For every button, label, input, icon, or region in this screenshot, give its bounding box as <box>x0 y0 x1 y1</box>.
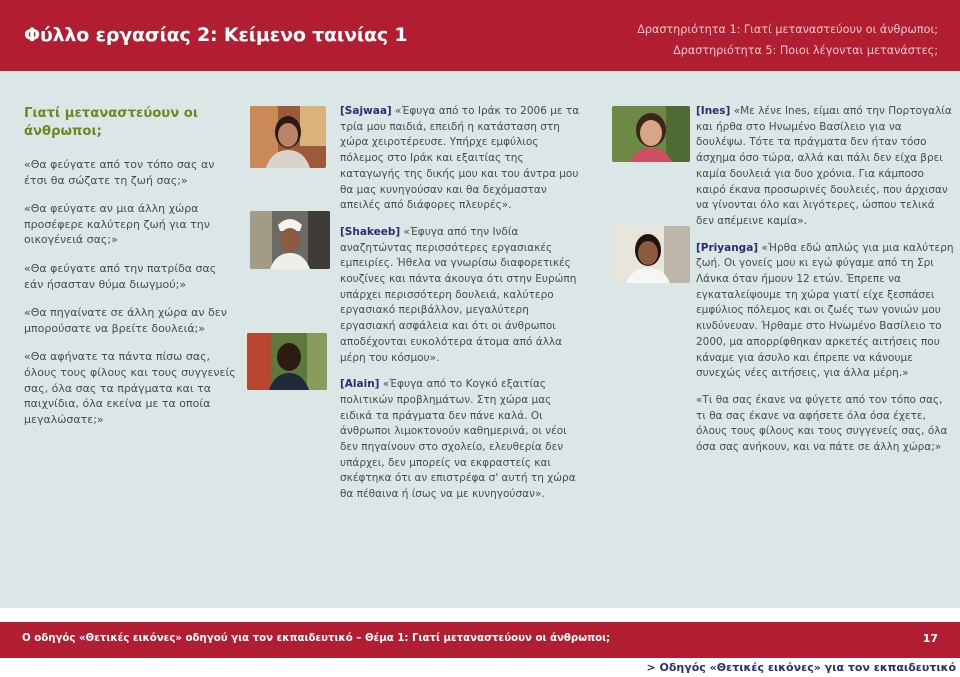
testimony-text: «Έφυγα από την Ινδία αναζητώντας περισσότερες εργασιακές εμπειρίες. Ήθελα να γνωρίσω διαφορετικές κουζίνες και πάντα άκουγα ότι στην Ευρώπη υπάρχει περισσότερη δουλειά, καλύτερο εργασιακό περιβάλλον, μεγαλύτερη εργασιακή ασφάλεια και ότι οι άνθρωποι αποδέχονται ευκολότερα άτομα από άλλα μέρη του κόσμου». <box>340 225 577 364</box>
questions-column <box>24 105 236 440</box>
activity-5-link[interactable]: Δραστηριότητα 5: Ποιοι λέγονται μετανάστες; <box>673 44 938 57</box>
photo-alain <box>247 333 327 390</box>
testimony-shakeeb <box>340 225 584 366</box>
page-title: Φύλλο εργασίας 2: Κείμενο ταινίας 1 <box>24 24 408 46</box>
testimonies-column-2 <box>696 104 954 467</box>
question-item: «Θα φεύγατε από την πατρίδα σας εάν ήσασταν θύμα διωγμού;» <box>24 261 217 291</box>
guide-link[interactable]: > Οδηγός «Θετικές εικόνες» για τον εκπαιδευτικό <box>646 661 956 674</box>
activity-1-link[interactable]: Δραστηριότητα 1: Γιατί μεταναστεύουν οι άνθρωποι; <box>637 23 938 36</box>
question-item: «Θα φεύγατε αν μια άλλη χώρα προσέφερε καλύτερη ζωή για την οικογένειά σας;» <box>24 202 210 247</box>
photo-ines <box>612 106 690 162</box>
speaker-name: [Ines] <box>696 105 731 117</box>
testimony-priyanga <box>696 241 954 382</box>
page-footer <box>0 622 960 658</box>
questions-heading: Γιατί μεταναστεύουν οι άνθρωποι; <box>24 106 198 139</box>
testimony-ines <box>696 104 954 230</box>
testimony-text: «Έφυγα από το Ιράκ το 2006 με τα τρία μου παιδιά, επειδή η κατάσταση στη χώρα χειροτέρευσε. Υπήρχε εμφύλιος πόλεμος στο Ιράκ και εξαιτίας της καταγωγής της δικής μου και του άντρα μου θα μας κυνηγούσαν και θα δεχόμασταν απειλές από διάφορες πλευρές». <box>340 105 580 212</box>
header-links <box>637 19 938 61</box>
question-item: «Θα αφήνατε τα πάντα πίσω σας, όλους τους φίλους και τους συγγενείς σας, όλα σας τα πράγματα και τα παιχνίδια, όλα εκείνα με τα οποία μεγαλώσατε;» <box>24 350 236 426</box>
photo-priyanga <box>612 226 690 283</box>
testimony-text: «Με λένε Ines, είμαι από την Πορτογαλία και ήρθα στο Ηνωμένο Βασίλειο για να δουλέψω. Τότε τα πράγματα δεν ήταν τόσο άσχημα όσο τώρα, αλλά και πάλι δεν είχα βρει καμία δουλειά για δυο χρόνια. Για κάμποσο καιρό έκανα προσωρινές δουλειές, που άρχισαν να γίνονται όλο και λιγότερες, ώσπου τελικά δεν απέμεινε καμία». <box>696 105 952 227</box>
testimony-alain <box>340 377 584 503</box>
testimony-text: «Έφυγα από το Κογκό εξαιτίας πολιτικών προβλημάτων. Στη χώρα μας ειδικά τα πράγματα δεν πάνε καλά. Οι άνθρωποι λιμοκτονούν καθημερινά, οι νέοι δεν πηγαίνουν στο σχολείο, ελευθερία δεν υπάρχει, δεν μπορείς να εκφραστείς και σκέφτηκα ότι αν επιστρέφα σ' αυτή τη χώρα θα πέθαινα ή ίσως να με κυνηγούσαν». <box>340 378 576 501</box>
question-item: «Θα φεύγατε από τον τόπο σας αν έτσι θα σώζατε τη ζωή σας;» <box>24 158 215 187</box>
speaker-name: [Alain] <box>340 378 380 391</box>
speaker-name: [Shakeeb] <box>340 225 401 238</box>
testimonies-column-1 <box>340 104 584 514</box>
photo-shakeeb <box>250 211 330 269</box>
speaker-name: [Sajwaa] <box>340 105 392 117</box>
footer-text: Ο οδηγός «Θετικές εικόνες» οδηγού για τον εκπαιδευτικό – Θέμα 1: Γιατί μεταναστεύουν οι άνθρωποι; <box>22 633 611 644</box>
question-item: «Θα πηγαίνατε σε άλλη χώρα αν δεν μπορούσατε να βρείτε δουλειά;» <box>24 306 227 335</box>
page-number: 17 <box>922 632 938 645</box>
photo-sajwaa <box>250 106 326 168</box>
page-header <box>0 0 960 71</box>
closing-question: «Τι θα σας έκανε να φύγετε από τον τόπο σας, τι θα σας έκανε να αφήσετε όλα όσα έχετε, όλους τους φίλους και τους συγγενείς σας, όλα όσα σας ανήκουν, και να πάτε σε άλλη χώρα;» <box>696 393 948 454</box>
testimony-sajwaa <box>340 104 584 214</box>
testimony-text: «Ήρθα εδώ απλώς για μια καλύτερη ζωή. Οι γονείς μου κι εγώ φύγαμε από τη Σρι Λάνκα όταν ήμουν 12 ετών. Έπρεπε να εγκαταλείψουμε τη χώρα γιατί είχε ξεσπάσει εμφύλιος πόλεμος και οι ζωές των γονιών μου κινδύνευαν. Ήρθαμε στο Ηνωμένο Βασίλειο το 2000, μα απορρίφθηκαν αρκετές αιτήσεις που κάναμε για άσυλο και έπρεπε να κάνουμε συνεχώς νέες αιτήσεις, για άλλα μέρη.» <box>696 241 954 380</box>
speaker-name: [Priyanga] <box>696 241 759 254</box>
